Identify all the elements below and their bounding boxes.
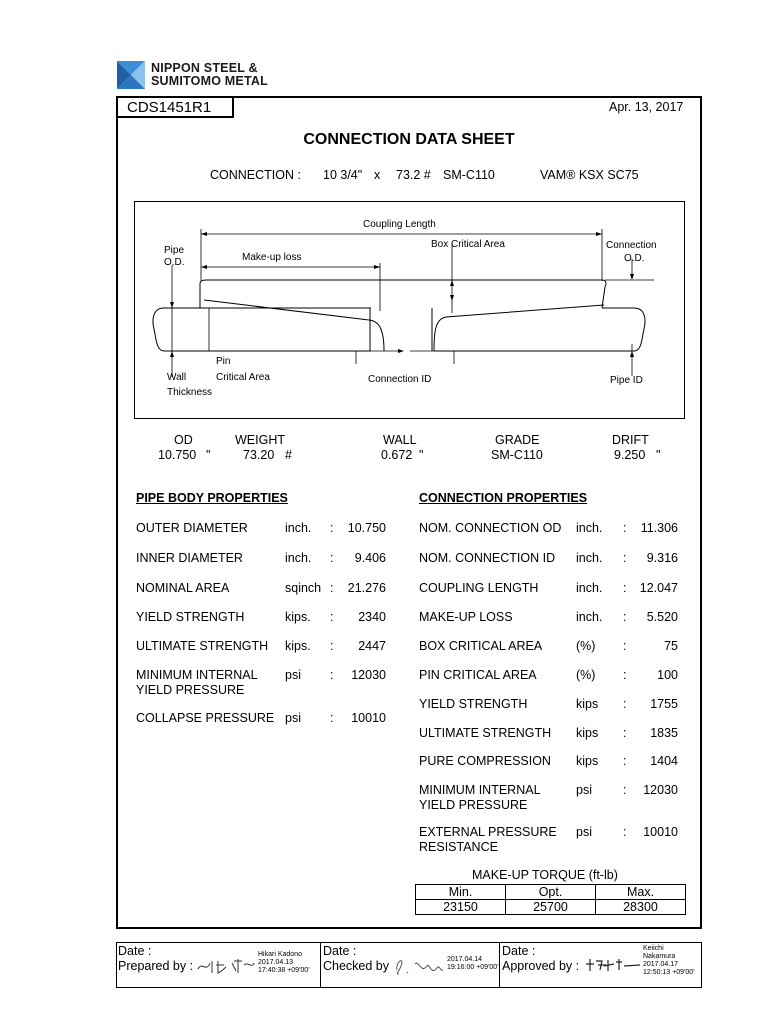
conn-row-label: YIELD STRENGTH	[419, 697, 528, 711]
conn-row-label: MINIMUM INTERNAL	[419, 783, 541, 797]
approved-stamp	[643, 945, 695, 977]
conn-row-value: 11.306	[640, 521, 678, 535]
conn-row-label-2: RESISTANCE	[419, 840, 498, 854]
conn-row-unit: (%)	[576, 639, 596, 653]
torque-value-min: 23150	[416, 900, 506, 915]
conn-row-value: 10010	[643, 825, 678, 839]
pipe-row-label: COLLAPSE PRESSURE	[136, 711, 275, 725]
conn-row-colon: :	[623, 754, 627, 768]
conn-row-label: NOM. CONNECTION OD	[419, 521, 562, 535]
diagram-pipe-od-2: O.D.	[164, 257, 185, 268]
pipe-row-colon: :	[330, 711, 334, 725]
spec-grade-label: GRADE	[495, 433, 540, 447]
prepared-by-label: Prepared by :	[118, 959, 194, 973]
diagram-wall-2: Thickness	[167, 387, 213, 398]
pipe-body-heading: PIPE BODY PROPERTIES	[136, 491, 288, 505]
conn-row-value: 12030	[643, 783, 678, 797]
pipe-row-label: YIELD STRENGTH	[136, 610, 245, 624]
conn-row-unit: psi	[576, 783, 592, 797]
approved-stamp-name-1: Keiichi	[643, 945, 664, 952]
pipe-row-value: 21.276	[347, 581, 386, 595]
conn-row-value: 1835	[650, 726, 678, 740]
diagram-wall-1: Wall	[167, 372, 187, 383]
pipe-row-label: ULTIMATE STRENGTH	[136, 639, 269, 653]
diagram-box-critical-area: Box Critical Area	[431, 239, 505, 250]
torque-value-max: 28300	[596, 900, 686, 915]
document-id: CDS1451R1	[116, 96, 234, 118]
pipe-row-colon: :	[330, 639, 334, 653]
spec-weight-unit: #	[285, 448, 292, 462]
diagram-pipe-id: Pipe ID	[610, 375, 643, 386]
company-logo-icon	[117, 61, 145, 89]
signature-divider	[499, 942, 500, 988]
pipe-row-label: MINIMUM INTERNAL	[136, 668, 258, 682]
conn-row-colon: :	[623, 783, 627, 797]
conn-row-label: ULTIMATE STRENGTH	[419, 726, 552, 740]
connection-props-heading: CONNECTION PROPERTIES	[419, 491, 588, 505]
conn-row-label: PIN CRITICAL AREA	[419, 668, 537, 682]
spec-grade-value: SM-C110	[491, 448, 543, 462]
conn-row-label: BOX CRITICAL AREA	[419, 639, 543, 653]
approved-stamp-name-2: Nakamura	[643, 953, 676, 960]
page-title: CONNECTION DATA SHEET	[303, 131, 515, 148]
document-date: Apr. 13, 2017	[609, 100, 684, 114]
pipe-row-value: 10.750	[347, 521, 386, 535]
pipe-row-value: 2340	[358, 610, 386, 624]
signature-divider	[320, 942, 321, 988]
diagram-connection-od-2: O.D.	[624, 253, 645, 264]
conn-row-label: PURE COMPRESSION	[419, 754, 551, 768]
pipe-row-unit: inch.	[285, 551, 312, 565]
torque-table	[415, 884, 686, 915]
conn-row-unit: inch.	[576, 610, 603, 624]
conn-row-unit: psi	[576, 825, 592, 839]
conn-row-colon: :	[623, 521, 627, 535]
spec-wall-unit: "	[419, 448, 424, 462]
checked-stamp-time: 19:16:00 +09'00'	[447, 964, 499, 971]
approved-stamp-date: 2017.04.17	[643, 961, 679, 968]
checked-date-label: Date :	[323, 944, 357, 958]
spec-od-value: 10.750	[158, 448, 197, 462]
connection-size: 10 3/4"	[323, 168, 363, 182]
spec-drift-label: DRIFT	[612, 433, 649, 447]
pipe-row-colon: :	[330, 668, 334, 682]
conn-row-colon: :	[623, 610, 627, 624]
spec-weight-value: 73.20	[243, 448, 275, 462]
logo-line-1: NIPPON STEEL &	[151, 61, 258, 75]
connection-x: x	[374, 168, 381, 182]
prepared-stamp-name: Hikari Kadono	[258, 951, 302, 958]
pipe-row-unit: psi	[285, 668, 301, 682]
diagram-connection-id: Connection ID	[368, 374, 432, 385]
conn-row-unit: inch.	[576, 551, 603, 565]
conn-row-label: EXTERNAL PRESSURE	[419, 825, 557, 839]
pipe-row-unit: kips.	[285, 610, 311, 624]
prepared-signature-icon	[194, 955, 256, 977]
spec-wall-value: 0.672	[381, 448, 413, 462]
pipe-row-colon: :	[330, 521, 334, 535]
pipe-row-value: 2447	[358, 639, 386, 653]
conn-row-value: 100	[657, 668, 678, 682]
connection-weight: 73.2 #	[396, 168, 431, 182]
diagram-coupling-length: Coupling Length	[363, 219, 436, 230]
conn-row-unit: kips	[576, 697, 599, 711]
conn-row-colon: :	[623, 639, 627, 653]
connection-label: CONNECTION :	[210, 168, 301, 182]
diagram-pin-2: Critical Area	[216, 372, 270, 383]
checked-stamp	[447, 956, 499, 972]
conn-row-unit: inch.	[576, 521, 603, 535]
conn-row-colon: :	[623, 668, 627, 682]
connection-type: VAM® KSX SC75	[540, 168, 639, 182]
conn-row-label: MAKE-UP LOSS	[419, 610, 513, 624]
approved-by-label: Approved by :	[502, 959, 580, 973]
spec-od-label: OD	[174, 433, 193, 447]
conn-row-label-2: YIELD PRESSURE	[419, 798, 528, 812]
conn-row-colon: :	[623, 825, 627, 839]
pipe-row-unit: kips.	[285, 639, 311, 653]
torque-header-row	[416, 885, 686, 900]
pipe-row-value: 9.406	[354, 551, 386, 565]
pipe-row-colon: :	[330, 551, 334, 565]
conn-row-colon: :	[623, 581, 627, 595]
spec-drift-value: 9.250	[614, 448, 646, 462]
pipe-row-unit: sqinch	[285, 581, 322, 595]
approved-date-label: Date :	[502, 944, 536, 958]
pipe-row-colon: :	[330, 581, 334, 595]
company-logo-text	[151, 62, 268, 88]
connection-grade: SM-C110	[443, 168, 495, 182]
conn-row-value: 9.316	[646, 551, 678, 565]
checked-stamp-date: 2017.04.14	[447, 956, 483, 963]
torque-title: MAKE-UP TORQUE (ft-lb)	[472, 868, 618, 882]
conn-row-unit: inch.	[576, 581, 603, 595]
torque-header-opt: Opt.	[506, 885, 596, 900]
prepared-stamp-time: 17:40:38 +09'00'	[258, 967, 310, 974]
conn-row-unit: kips	[576, 754, 599, 768]
torque-value-row	[416, 900, 686, 915]
torque-header-min: Min.	[416, 885, 506, 900]
conn-row-unit: kips	[576, 726, 599, 740]
pipe-row-label: OUTER DIAMETER	[136, 521, 248, 535]
pipe-row-unit: inch.	[285, 521, 312, 535]
pipe-row-value: 10010	[351, 711, 386, 725]
spec-weight-label: WEIGHT	[235, 433, 285, 447]
prepared-stamp-date: 2017.04.13	[258, 959, 294, 966]
diagram-make-up-loss: Make-up loss	[242, 252, 302, 263]
pipe-row-value: 12030	[351, 668, 386, 682]
conn-row-colon: :	[623, 697, 627, 711]
diagram-pin-1: Pin	[216, 356, 231, 367]
pipe-row-colon: :	[330, 610, 334, 624]
diagram-connection-od-1: Connection	[606, 240, 657, 251]
conn-row-unit: (%)	[576, 668, 596, 682]
approved-stamp-time: 12:50:13 +09'00'	[643, 969, 695, 976]
conn-row-value: 1404	[650, 754, 678, 768]
approved-signature-icon	[584, 956, 642, 974]
spec-wall-label: WALL	[383, 433, 417, 447]
conn-row-value: 1755	[650, 697, 678, 711]
conn-row-colon: :	[623, 551, 627, 565]
conn-row-label: NOM. CONNECTION ID	[419, 551, 556, 565]
conn-row-colon: :	[623, 726, 627, 740]
conn-row-value: 75	[664, 639, 678, 653]
prepared-date-label: Date :	[118, 944, 152, 958]
torque-value-opt: 25700	[506, 900, 596, 915]
spec-od-unit: "	[206, 448, 211, 462]
checked-by-label: Checked by	[323, 959, 390, 973]
pipe-row-label: INNER DIAMETER	[136, 551, 243, 565]
spec-drift-unit: "	[656, 448, 661, 462]
torque-header-max: Max.	[596, 885, 686, 900]
diagram-pipe-od-1: Pipe	[164, 245, 185, 256]
pipe-row-label: NOMINAL AREA	[136, 581, 230, 595]
conn-row-value: 5.520	[646, 610, 678, 624]
logo-line-2: SUMITOMO METAL	[151, 74, 268, 88]
connection-diagram	[134, 201, 685, 419]
conn-row-value: 12.047	[639, 581, 678, 595]
pipe-row-label-2: YIELD PRESSURE	[136, 683, 245, 697]
checked-signature-icon	[393, 952, 445, 978]
conn-row-label: COUPLING LENGTH	[419, 581, 539, 595]
prepared-stamp	[258, 951, 310, 975]
pipe-row-unit: psi	[285, 711, 301, 725]
